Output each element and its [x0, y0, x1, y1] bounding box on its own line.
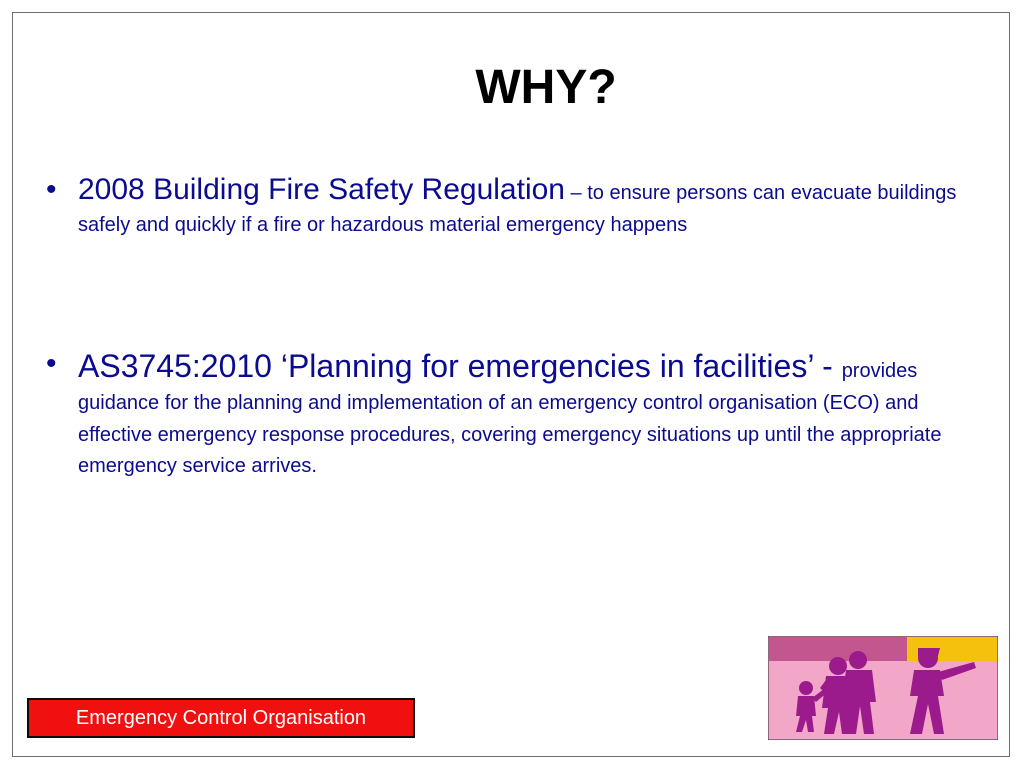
- bullet-heading: 2008 Building Fire Safety Regulation: [78, 173, 565, 206]
- eco-label-text: Emergency Control Organisation: [75, 706, 367, 729]
- slide-title: WHY?: [475, 61, 617, 114]
- bullet-heading: AS3745:2010 ‘Planning for emergencies in facilities’: [78, 348, 814, 384]
- bullet-as3745: [46, 344, 976, 483]
- bullet-marker: •: [46, 173, 57, 206]
- evacuating-people-icon: [768, 636, 998, 740]
- eco-label-box: [27, 698, 415, 738]
- bullet-marker: •: [46, 347, 57, 380]
- bullet-separator: –: [564, 182, 588, 204]
- bullet-building-fire-safety: [46, 170, 976, 241]
- bullet-body: provides guidance for the planning and implementation of an emergency control organisation (ECO) and effective emergency response procedures, covering emergency situations up until the appropriate emergency service arrives.: [78, 360, 942, 477]
- bullet-body: to ensure persons can evacuate buildings safely and quickly if a fire or hazardous material emergency happens: [78, 182, 957, 236]
- bullet-separator: -: [813, 348, 842, 384]
